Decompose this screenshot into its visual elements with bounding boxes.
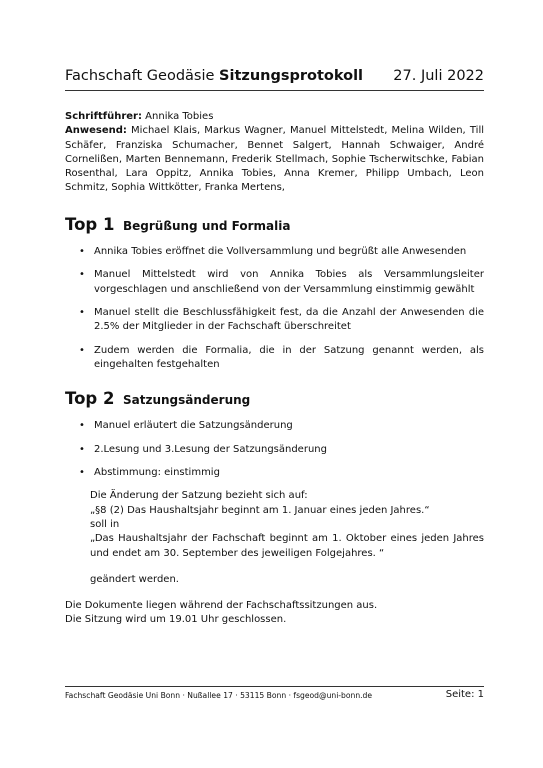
page-header: [65, 65, 484, 89]
list-item: • 2.Lesung und 3.Lesung der Satzungsänderung: [86, 443, 484, 457]
header-rule: [65, 90, 484, 91]
top-1-number: Top 1: [65, 214, 115, 234]
page-number: Seite: 1: [445, 689, 484, 700]
secretary-name: Annika Tobies: [145, 111, 214, 122]
top-2-title: Satzungsänderung: [123, 393, 251, 408]
closing-line-1: Die Dokumente liegen während der Fachschaftssitzungen aus.: [65, 600, 378, 612]
closing-line-2: Die Sitzung wird um 19.01 Uhr geschlossen.: [65, 614, 287, 626]
present-line: [65, 124, 484, 195]
present-label: Anwesend:: [65, 125, 127, 137]
top-2-number: Top 2: [65, 389, 115, 409]
meta-block: [65, 110, 484, 196]
header-title: [65, 67, 363, 85]
header-org: Fachschaft Geodäsie: [65, 68, 215, 84]
amendment-new-text: „Das Haushaltsjahr der Fachschaft beginnt am 1. Oktober eines jeden Jahres und endet am 30. September des jeweiligen Folgejahres. “: [90, 533, 484, 559]
secretary-line: [65, 110, 484, 124]
amendment-block: [90, 489, 484, 587]
footer-address: Fachschaft Geodäsie Uni Bonn · Nußallee 17 · 53115 Bonn · fsgeod@uni-bonn.de: [65, 691, 373, 700]
header-doc-type: Sitzungsprotokoll: [219, 68, 364, 84]
top-1-heading: [65, 214, 484, 234]
list-item: • Annika Tobies eröffnet die Vollversammlung und begrüßt alle Anwesenden: [86, 245, 484, 259]
list-item: • Manuel erläutert die Satzungsänderung: [86, 419, 484, 433]
amendment-old-text: „§8 (2) Das Haushaltsjahr beginnt am 1. Januar eines jeden Jahres.“: [90, 504, 430, 516]
present-names: Michael Klais, Markus Wagner, Manuel Mittelstedt, Melina Wilden, Till Schäfer, Franziska Schumacher, Bennet Salgert, Hannah Schwaiger, André Cornelißen, Marten Bennemann, Frederik Stellmach, Sophie Tscherwitschke, Fabian Rosenthal, Lara Oppitz, Annika Tobies, Anna Kremer, Philipp Umbach, Leon Schmitz, Sophia Wittkötter, Franka Mertens,: [65, 125, 484, 194]
footer-rule: [65, 686, 484, 687]
document-body: [65, 110, 484, 628]
list-item: • Manuel Mittelstedt wird von Annika Tobies als Versammlungsleiter vorgeschlagen und anschließend von der Versammlung einstimmig gewählt: [86, 268, 484, 297]
amendment-connector: soll in: [90, 518, 120, 530]
secretary-label: Schriftführer:: [65, 111, 142, 122]
header-date: 27. Juli 2022: [393, 68, 484, 84]
list-item: • Zudem werden die Formalia, die in der Satzung genannt werden, als eingehalten festgehalten: [86, 344, 484, 373]
amendment-outro: geändert werden.: [90, 573, 179, 585]
top-2-heading: [65, 389, 484, 409]
top-1-list: [65, 245, 484, 372]
top-1-title: Begrüßung und Formalia: [123, 218, 291, 233]
list-item: • Abstimmung: einstimmig: [86, 466, 484, 480]
top-2-list: [65, 419, 484, 480]
list-item: • Manuel stellt die Beschlussfähigkeit fest, da die Anzahl der Anwesenden die 2.5% der Mitglieder in der Fachschaft überschreitet: [86, 306, 484, 335]
amendment-intro: Die Änderung der Satzung bezieht sich auf:: [90, 490, 308, 502]
closing-block: [65, 599, 484, 628]
document-page: [65, 0, 484, 768]
